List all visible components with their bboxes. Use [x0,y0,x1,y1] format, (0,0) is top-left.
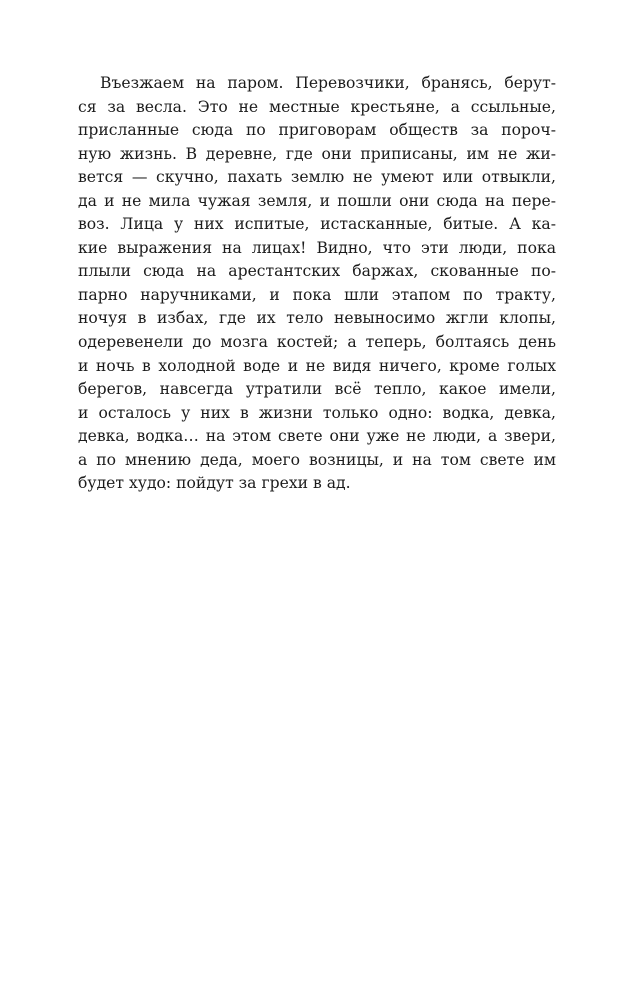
text-line: а по мнению деда, моего возницы, и на том свете им [78,450,556,469]
text-line: парно наручниками, и пока шли этапом по тракту, [78,285,556,304]
text-line: ся за весла. Это не местные крестьяне, а ссыльные, [78,97,556,116]
text-line: кие выражения на лицах! Видно, что эти люди, пока [78,238,556,257]
text-line: вется — скучно, пахать землю не умеют или отвыкли, [78,168,556,187]
text-line: будет худо: пойдут за грехи в ад. [78,474,351,493]
text-line: присланные сюда по приговорам обществ за пороч- [78,121,556,140]
text-line: плыли сюда на арестантских баржах, скованные по- [78,262,556,281]
text-line: ную жизнь. В деревне, где они приписаны, им не жи- [78,144,556,163]
body-paragraph [78,72,556,496]
text-line: девка, водка… на этом свете они уже не люди, а звери, [78,427,556,446]
text-line: воз. Лица у них испитые, истасканные, битые. А ка- [78,215,556,234]
text-line: и осталось у них в жизни только одно: водка, девка, [78,403,556,422]
text-line: одеревенели до мозга костей; а теперь, болтаясь день [78,333,556,352]
text-line: да и не мила чужая земля, и пошли они сюда на пере- [78,191,556,210]
text-line: Въезжаем на паром. Перевозчики, бранясь, берут- [100,74,556,92]
text-line: ночуя в избах, где их тело невыносимо жгли клопы, [78,309,556,328]
text-line: берегов, навсегда утратили всё тепло, какое имели, [78,380,556,399]
text-line: и ночь в холодной воде и не видя ничего, кроме голых [78,356,556,375]
